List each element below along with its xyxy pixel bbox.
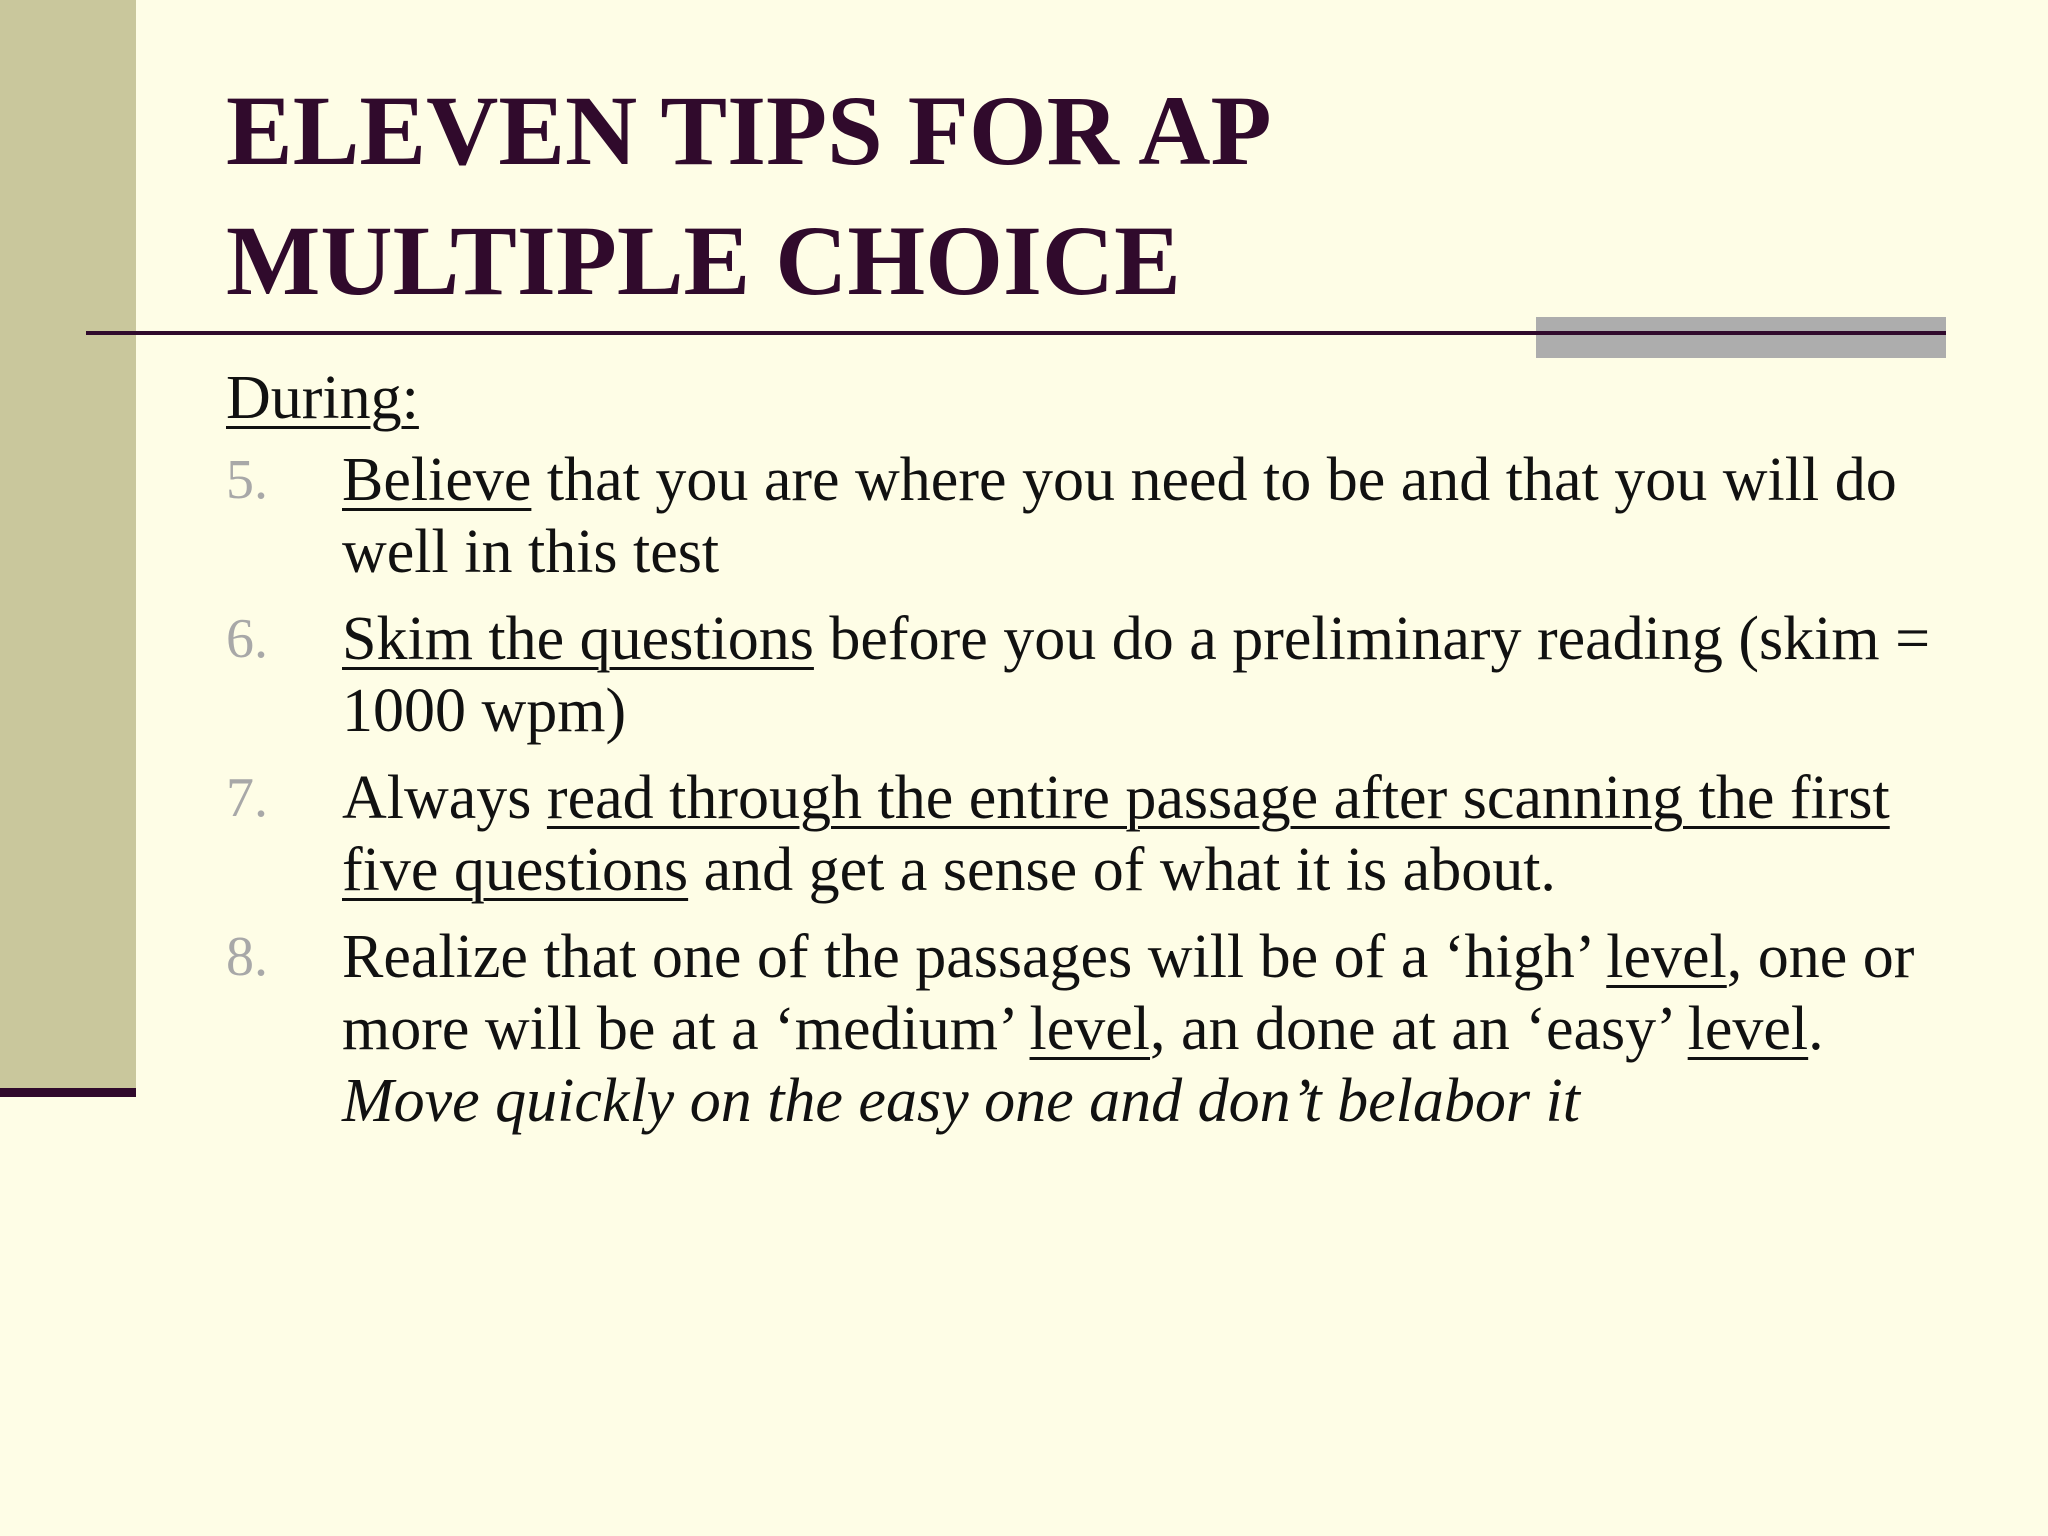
item-number: 6. [226, 608, 268, 670]
item-text-underlined: Believe [342, 446, 532, 514]
item-text: before you do a preliminary reading (skim = 1000 wpm) [342, 605, 1931, 745]
decorative-side-bar [0, 0, 136, 1088]
list-item-5 [226, 444, 1966, 588]
slide-body [226, 362, 1966, 1152]
item-text-italic: Move quickly on the easy one and don’t belabor it [342, 1067, 1580, 1135]
list-item-8 [226, 921, 1966, 1137]
item-text: , one or more will be at a ‘medium’ [342, 923, 1915, 1063]
item-number: 5. [226, 449, 268, 511]
item-text: that you are where you need to be and that you will do well in this test [342, 446, 1897, 586]
item-text-underlined: level [1687, 995, 1809, 1063]
side-bar-bottom-line [0, 1088, 136, 1097]
item-text: . [1808, 995, 1824, 1063]
item-text-underlined: read through the entire passage after scanning the first five questions [342, 764, 1890, 904]
section-label: During: [226, 364, 419, 432]
item-number: 8. [226, 926, 268, 988]
item-text: and get a sense of what it is about. [688, 836, 1556, 904]
item-text: Realize that one of the passages will be of a ‘high’ [342, 923, 1607, 991]
item-text: Always [342, 764, 547, 832]
title-rule-line [86, 331, 1946, 335]
slide-title-line-1: ELEVEN TIPS FOR AP [226, 75, 1272, 186]
title-rule-accent [1536, 317, 1946, 358]
item-text: , an done at an ‘easy’ [1150, 995, 1688, 1063]
list-item-6 [226, 603, 1966, 747]
item-text-underlined: level [1606, 923, 1727, 991]
slide-title [226, 66, 1926, 326]
list-item-7 [226, 762, 1966, 906]
item-number: 7. [226, 767, 268, 829]
item-text-underlined: Skim the questions [342, 605, 814, 673]
item-text-underlined: level [1029, 995, 1151, 1063]
slide-title-line-2: MULTIPLE CHOICE [226, 205, 1181, 316]
